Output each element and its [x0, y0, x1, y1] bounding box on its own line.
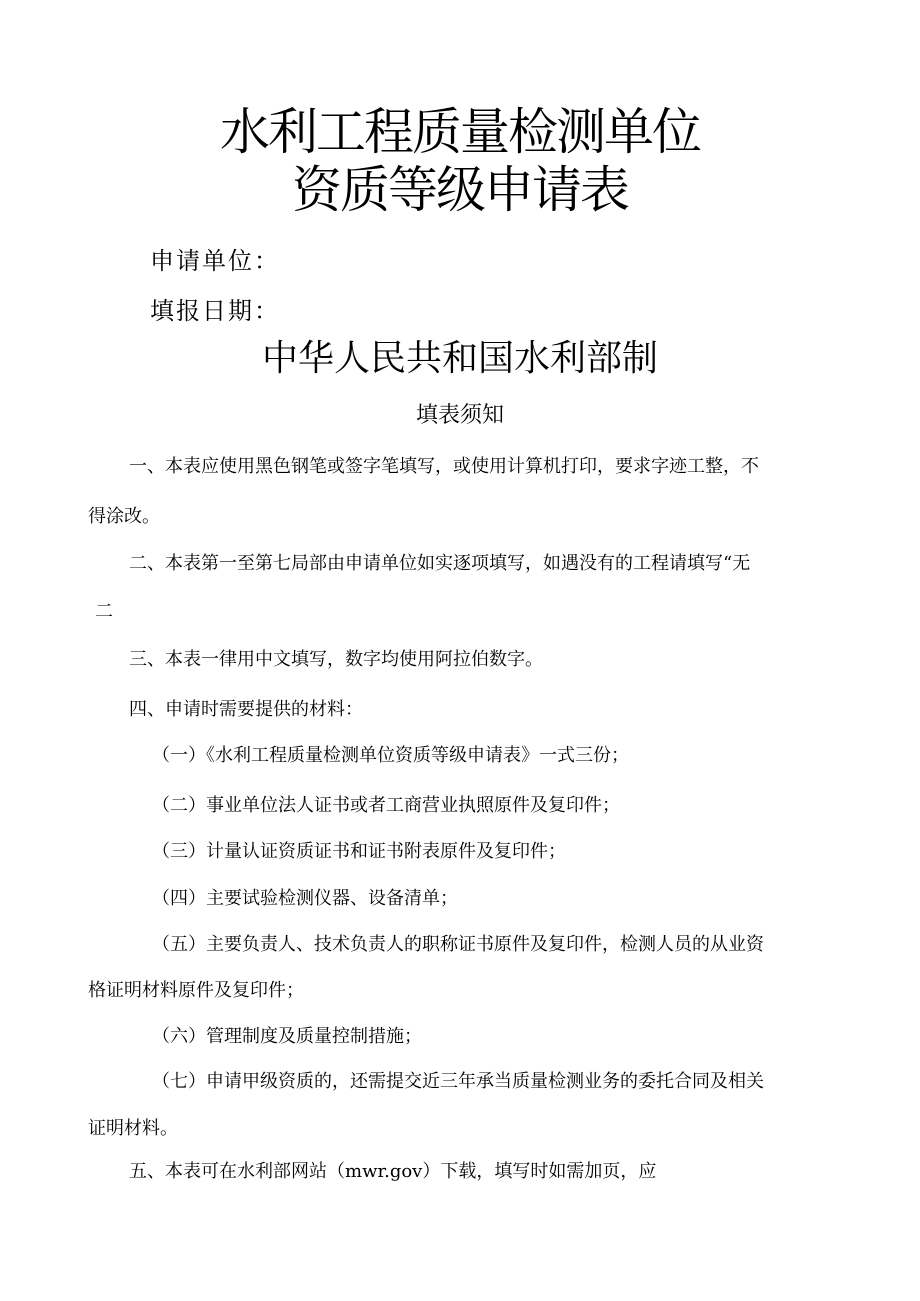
notice-line: 三、本表一律用中文填写，数字均使用阿拉伯数字。: [129, 649, 543, 670]
document-title-line-2: 资质等级申请表: [292, 161, 628, 219]
notice-line: 格证明材料原件及复印件；: [88, 980, 304, 1001]
notice-line: （四）主要试验检测仪器、设备清单；: [152, 888, 458, 909]
notice-line: 二: [95, 601, 113, 622]
fill-date-label: 填报日期：: [150, 297, 280, 325]
notice-line: （三）计量认证资质证书和证书附表原件及复印件；: [152, 841, 566, 862]
notice-line: （二）事业单位法人证书或者工商营业执照原件及复印件；: [152, 795, 620, 816]
notice-line: （六）管理制度及质量控制措施；: [152, 1026, 422, 1047]
issuer-line: 中华人民共和国水利部制: [261, 338, 658, 379]
notice-line: 证明材料。: [88, 1118, 178, 1139]
applicant-unit-label: 申请单位：: [150, 247, 280, 275]
notice-line: 一、本表应使用黑色钢笔或签字笔填写，或使用计算机打印，要求字迹工整，不: [129, 456, 759, 477]
notice-line: （七）申请甲级资质的，还需提交近三年承当质量检测业务的委托合同及相关: [152, 1071, 764, 1092]
notice-line: 二、本表第一至第七局部由申请单位如实逐项填写，如遇没有的工程请填写“无: [129, 553, 751, 574]
notice-line: （一）《水利工程质量检测单位资质等级申请表》一式三份；: [152, 745, 629, 766]
notice-line: 四、申请时需要提供的材料：: [129, 699, 363, 720]
notice-heading: 填表须知: [415, 403, 504, 428]
notice-line: 得涂改。: [88, 506, 160, 527]
notice-line: 五、本表可在水利部网站（mwr.gov）下载，填写时如需加页，应: [129, 1161, 657, 1182]
document-title-line-1: 水利工程质量检测单位: [220, 103, 700, 161]
notice-line: （五）主要负责人、技术负责人的职称证书原件及复印件，检测人员的从业资: [152, 934, 764, 955]
